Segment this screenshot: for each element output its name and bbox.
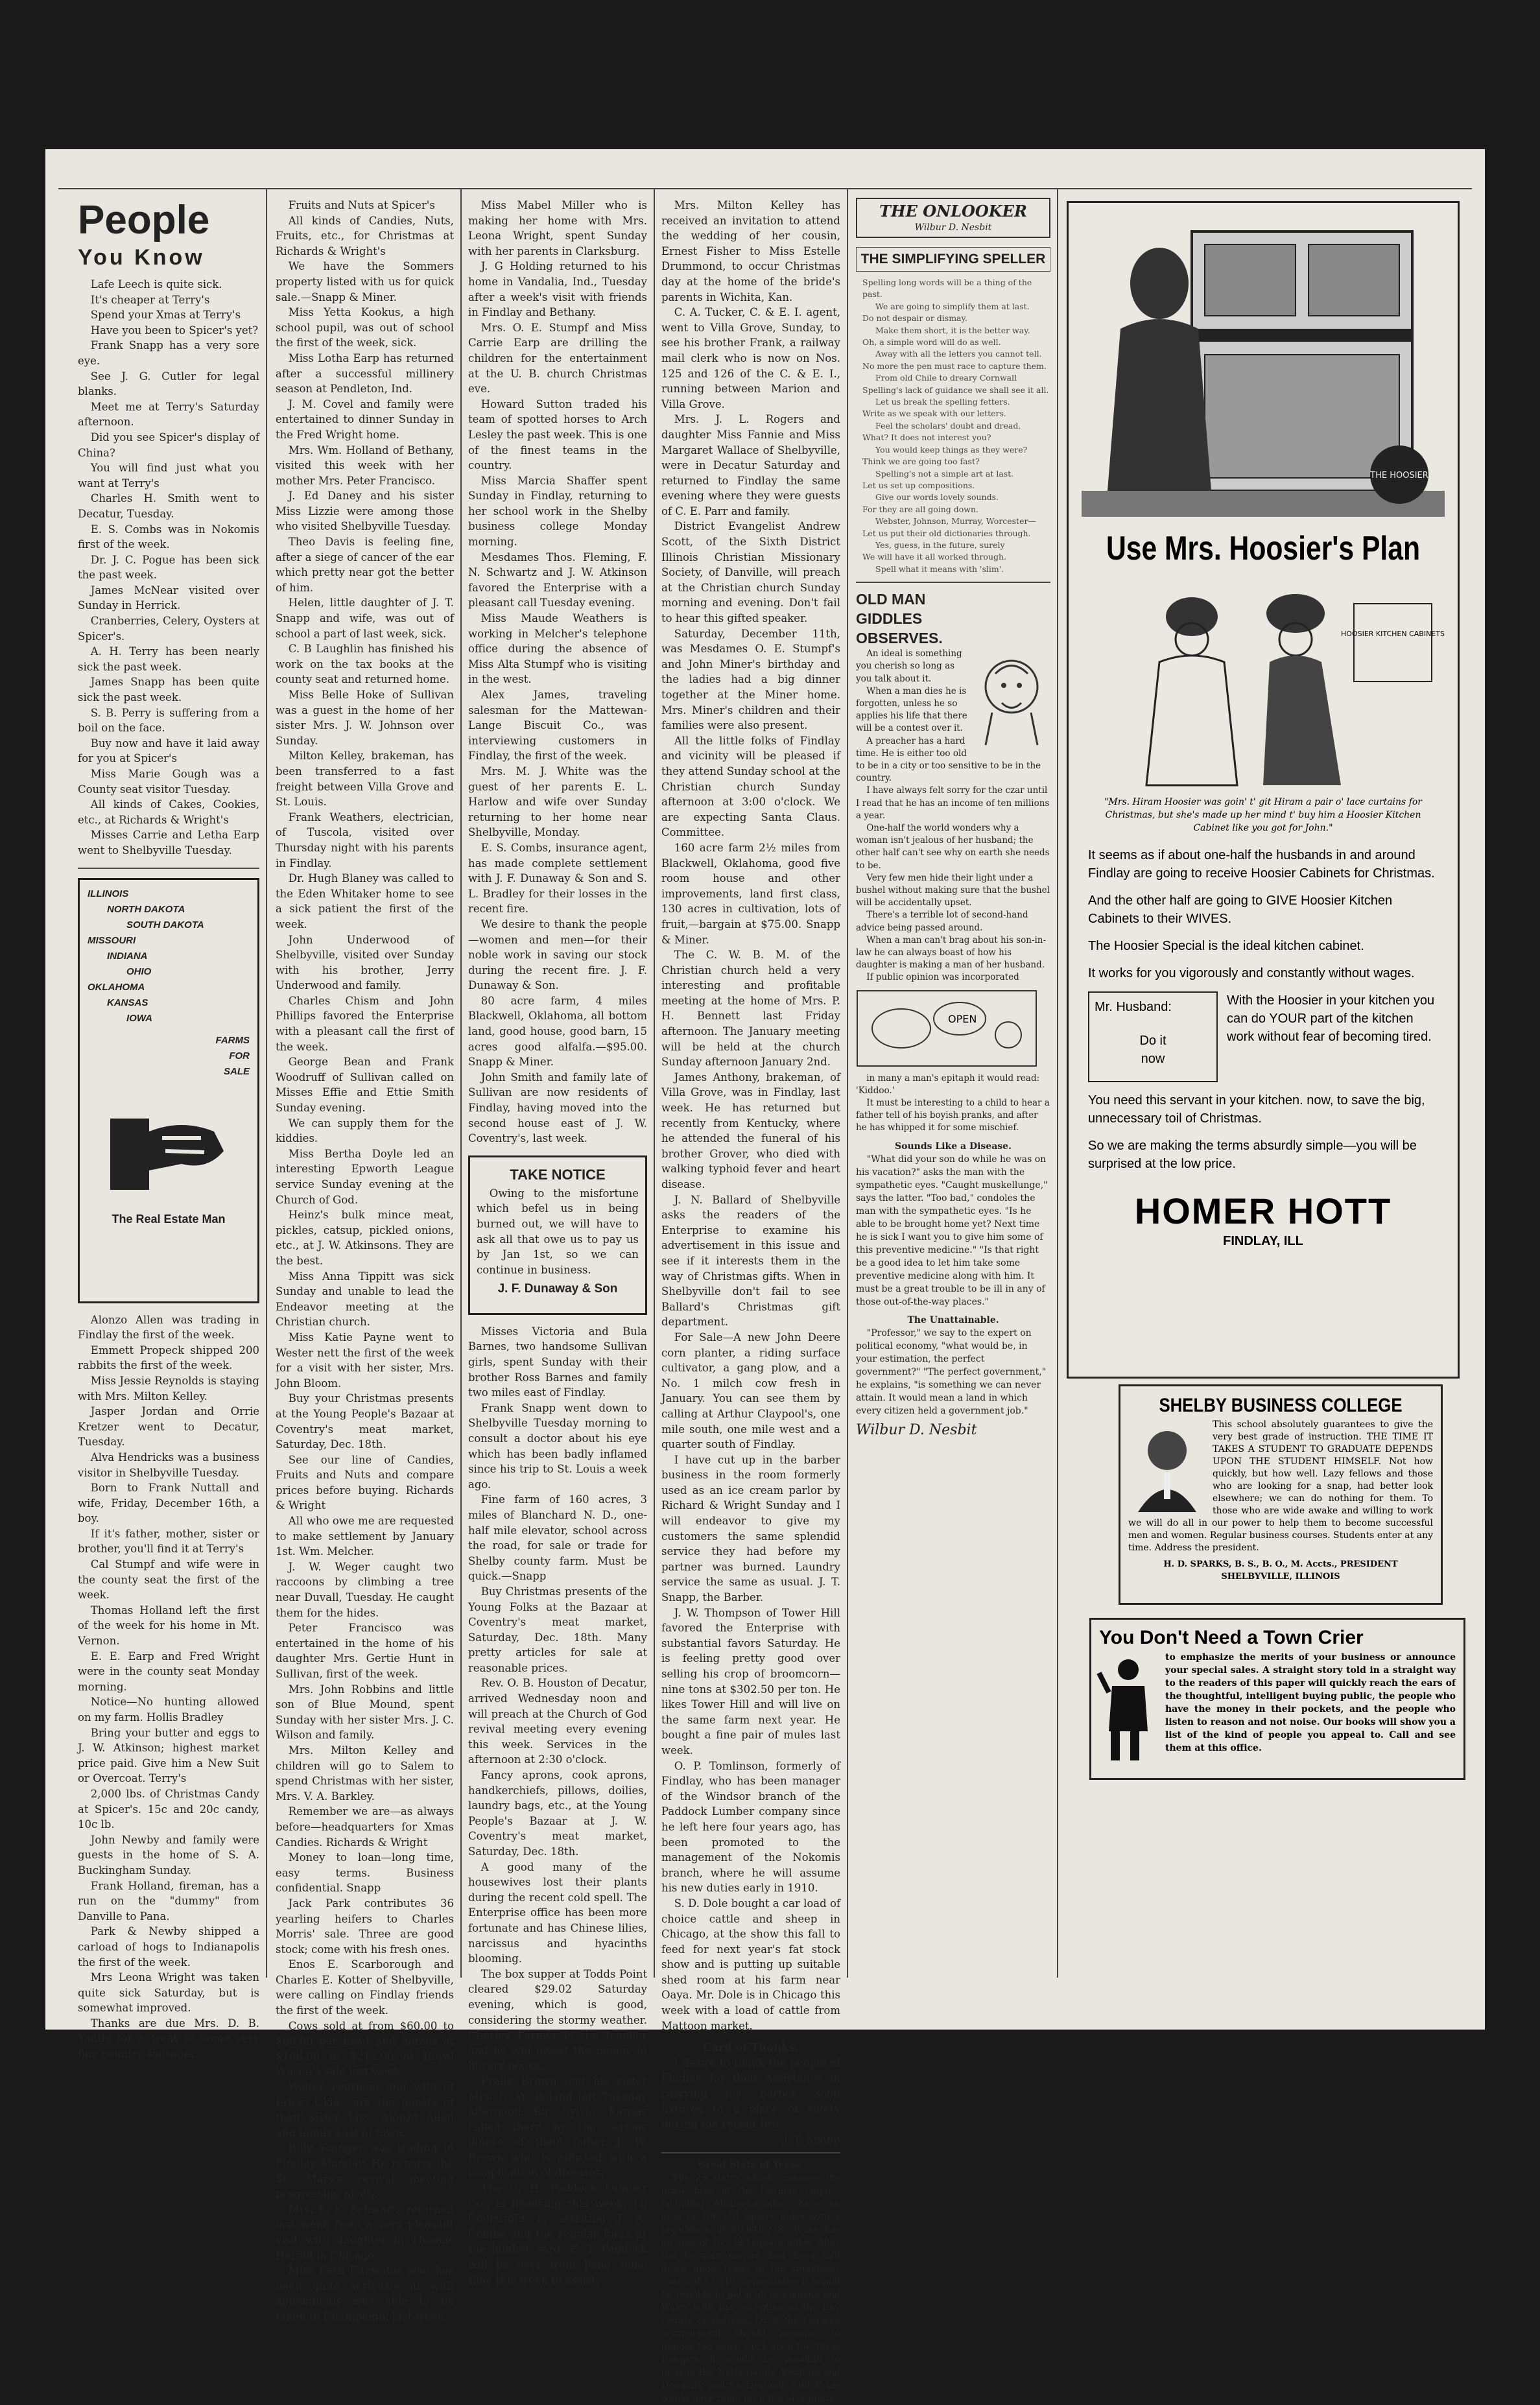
take-notice-box [468,1155,647,1315]
real-estate-ad [78,878,259,1303]
news-item: S. B. Perry is suffering from a boil on the face. [78,706,259,735]
news-item: Jack Park contributes 36 yearling heifers to Charles Morris' sale. Three are good stock; come with his fresh ones. [276,1897,454,1956]
cabinet-sign: HOOSIER KITCHEN CABINETS [1341,630,1445,638]
onlooker-column [856,198,1050,2013]
news-item: Miss Bertha Doyle led an interesting Epworth League service Sunday evening at the Church of God. [276,1147,454,1206]
college-city: SHELBYVILLE, ILLINOIS [1221,1572,1340,1582]
giddles-item: in many a man's epitaph it would read: 'Kiddoo.' [856,1072,1040,1096]
news-item: Mrs. O. E. Stumpf and Miss Carrie Earp are drilling the children for the entertainment at the U. B. church Christmas eve. [468,321,647,396]
news-item: The box supper at Todds Point cleared $29.02 Saturday evening, which is good, considering the stormy weather. Charles Farmer is the teacher and he will invest the money in library books. [468,1967,647,2072]
poem-line: Oh, a simple word will do as well. [862,337,1001,348]
unattainable-title: The Unattainable. [907,1314,999,1325]
news-item: Alonzo Allen was trading in Findlay the first of the week. [78,1313,259,1342]
section-rule [78,868,259,869]
news-item: All the little folks of Findlay and vicinity will be pleased if they attend Sunday school at the Christian church Sunday afternoon at 3:00 o'clock. We are expecting Santa Claus. Committee. [661,734,840,839]
hoosier-logo: THE HOOSIER [1370,471,1428,480]
poem-title: THE SIMPLIFYING SPELLER [856,247,1050,272]
news-item: Charles Chism and John Phillips favored the Enterprise with a pleasant call the first of the week. [276,994,454,1053]
news-item: Lafe Leech is quite sick. [90,278,222,290]
news-item: John Newby and family were guests in the home of S. A. Buckingham Sunday. [78,1833,259,1877]
poem-line: Spelling long words will be a thing of the past. [862,278,1032,300]
column-rule [460,188,462,1978]
hoosier-p5: With the Hoosier in your kitchen you can do YOUR part of the kitchen work without fear of becoming tired. [1227,993,1435,1044]
section-rule [661,2152,840,2153]
news-item: Park & Newby shipped a carload of hogs to Indianapolis the first of the week. [78,1925,259,1969]
news-item: Fine farm of 160 acres, 3 miles of Blanchard N. D., one-half mile elevator, school across the road, for sale or trade for Shelby county farm. Must be quick.—Snapp [468,1493,647,1583]
news-item: Buy Christmas presents of the Young Folks at the Bazaar at Coventry's meat market, Saturday, Dec. 18th. Many pretty articles for sale at reasonable prices. [468,1585,647,1674]
news-item: Spend your Xmas at Terry's [90,309,241,322]
cartoon-icon [856,989,1037,1067]
hoosier-headline: Use Mrs. Hoosier's Plan [1106,530,1421,567]
news-item: Thanks are due Mrs. D. B. Yantis for a treat to some very fine country sausage. [78,2017,259,2061]
news-item: A. H. Terry has been nearly sick the past week. [78,645,259,673]
hoosier-dealer: HOMER HOTT [1134,1191,1392,1231]
card-of-thanks-title: Card of Thanks. [703,2041,799,2054]
column-4-items [661,198,840,2033]
giddles-item: When a man can't brag about his son-in-law he can always boast of how his daughter is making a man of her husband. [856,934,1047,971]
column-1 [78,198,259,2061]
news-item: Mrs. John Robbins and little son of Blue Mound, spent Sunday with her sister Mrs. J. C. Wilson and family. [276,1683,454,1742]
poem-lines [856,277,1050,575]
unattainable-body: "Professor," we say to the expert on political economy, "what would be, in your estimation, the perfect government?" "The perfect government," he explains, "is something we can never attain. It would mean a land in which every citizen held a government job." [856,1327,1047,1416]
crier-body: to emphasize the merits of your business or announce your special sales. A straight story told in a straight way to the readers of this paper will quickly reach the ears of the thoughtful, intelligent buying public, the people who have the money in their pockets, and the people who listen to reason and not noise. Our books will show you a list of the kind of people you appeal to. Call and see them at this office. [1165,1652,1456,1753]
hoosier-p2: And the other half are going to GIVE Hoosier Kitchen Cabinets to their WIVES. [1088,894,1393,926]
take-notice-signature: J. F. Dunaway & Son [497,1282,618,1296]
news-item: Mrs. E. K. Schwartz returned last week from a very pleasant visit with daughter in Thomas Herold in Chicago. [276,2203,454,2262]
news-item: Dr. J. C. Pogue has been sick the past week. [78,553,259,582]
giddles-item: There's a terrible lot of second-hand advice being passed around. [856,910,1028,933]
giddles-tail [856,1072,1050,1135]
news-item: C. A. Tucker, C. & E. I. agent, went to Villa Grove, Sunday, to see his brother Frank, a railway mail clerk who is now on Nos. 125 and 126 of the C. & E. I., running between Marion and Villa Grove. [661,306,840,410]
news-item: Buy your Christmas presents at the Young People's Bazaar at Coventry's meat market, Saturday, Dec. 18th. [276,1392,454,1451]
news-item: Jasper Jordan and Orrie Kretzer went to Decatur, Tuesday. [78,1405,259,1449]
news-item: See J. G. Cutler for legal blanks. [78,370,259,398]
poem-line: Spelling's lack of guidance we shall see it all. [862,385,1049,395]
poem-line: Feel the scholars' doubt and dread. [875,420,1021,431]
husband-box-body: Do it now [1139,1034,1167,1066]
poem-line: Spell what it means with 'slim'. [875,563,1004,574]
poem-line: Let us break the spelling fetters. [875,397,1010,407]
news-item: Frank Snapp has a very sore eye. [78,339,259,367]
news-item: Mrs Leona Wright was taken quite sick Saturday, but is somewhat improved. [78,1971,259,2015]
news-item: O. P. Tomlinson, formerly of Findlay, who has been manager of the Windsor branch of the Paddock Lumber company since he left here four years ago, has been promoted to the management of the Nokomis branch, where he will assume his new duties early in 1910. [661,1759,840,1895]
news-item: District Evangelist Andrew Scott, of the Sixth District Illinois Christian Missionary Society, of Danville, will preach at the Christian church Sunday morning and evening. Don't fail to hear this gifted speaker. [661,520,840,625]
news-item: Fancy aprons, cook aprons, handkerchiefs, pillows, doilies, laundry bags, etc., at the Young People's Bazaar at J. W. Coventry's meat market, Saturday, Dec. 18th. [468,1769,647,1858]
news-item: Bring your butter and eggs to J. W. Atkinson; highest market price paid. Give him a New Suit or Overcoat. Terry's [78,1726,259,1785]
news-item: Mrs. J. L. Rogers and daughter Miss Fannie and Miss Margaret Wallace of Shelbyville, were in Decatur Saturday and returned to Findlay the same evening where they were guests of C. E. Parr and family. [661,413,840,517]
news-item: E. S. Combs was in Nokomis first of the week. [78,523,259,551]
hoosier-p6: You need this servant in your kitchen. now, to save the big, unnecessary toil of Christmas. [1088,1093,1425,1126]
news-item: Frank Holland, fireman, has a run on the "dummy" from Danville to Pana. [78,1879,259,1923]
card-of-thanks-signature: J. T. Snapp [783,2133,840,2146]
news-item: Alex James, traveling salesman for the Mattewan-Lange Biscuit Co., was interviewing customers in Findlay, the first of the week. [468,689,647,763]
news-item: See our line of Candies, Fruits and Nuts and compare prices before buying. Richards & Wright [276,1453,454,1512]
for-label: FOR [229,1050,250,1061]
news-item: Miss Marcia Shaffer spent Sunday in Findlay, returning to her school work in the Shelby business college Monday morning. [468,474,647,549]
state-name: INDIANA [107,950,148,962]
news-item: The O. H. Paddock Lumber Co., is invoicing this week. Lil Courtright is assisting J. A. Combs and the regular force at the lumber yard. E. T. Paddock will be over from Pana some time this week to assist. [468,2182,647,2286]
news-item: Howard Sutton traded his team of spotted horses to Arch Lesley the past week. This is one of the finest teams in the country. [468,397,647,472]
news-item: All kinds of Cakes, Cookies, etc., at Richards & Wright's [78,798,259,826]
giddles-item: It must be interesting to a child to hear a father tell of his boyish pranks, and after he has whipped it for some mischief. [856,1098,1050,1133]
news-item: Fruits and Nuts at Spicer's [288,199,435,211]
town-crier-ad [1089,1618,1465,1780]
news-item: George Bean and Frank Woodruff of Sullivan called on Misses Effie and Ettie Smith Sunday evening. [276,1056,454,1115]
college-title: SHELBY BUSINESS COLLEGE [1159,1395,1403,1416]
news-item: Cows sold at from $60.00 to $68.00 per head and horses at $108.00 to $212.00 at Royal Wilson's sale last week. [276,2019,454,2078]
texas-body: The 25 states which compose the home land of the German empire, including Alsace-Lorraine, have an area of 208,270 square miles with a population of 60,641,278. Texas has an area of 265,780 square miles. After the German empire had been laid down upon Texas in the remainder space of 57,510 square miles it would be feasible to put it all of England and Wales with the exception of the tiny county of Rutland. Or if the German arrangement should promise to impose too much work upon the Texas Rangers it would be possible to include the Netherlands, Belgium and Denmark and Switzerland. Still Texas would have room for a few stragglers [661,2173,840,2404]
hoosier-p3: The Hoosier Special is the ideal kitchen cabinet. [1088,939,1364,953]
news-item: Miss Marie Gough was a County seat visitor Tuesday. [78,768,259,796]
news-item: Alva Hendricks was a business visitor in Shelbyville Tuesday. [78,1451,259,1479]
sale-label: SALE [223,1065,250,1077]
news-item: Born to Frank Nuttall and wife, Friday, December 16th, a boy. [78,1482,259,1525]
hoosier-p1: It seems as if about one-half the husbands in and around Findlay are going to receive Hoosier Cabinets for Christmas. [1088,848,1435,881]
news-item: John Underwood of Shelbyville, visited over Sunday with his brother, Jerry Underwood and family. [276,933,454,992]
giddles-item: When a man dies he is forgotten, unless he so applies his life that there will be a contest over it. [856,685,967,734]
news-item: We can supply them for the kiddies. [276,1117,454,1145]
hoosier-caption: "Mrs. Hiram Hoosier was goin' t' git Hiram a pair o' lace curtains for Christmas, but she's made up her mind t' buy him a Hoosier Kitchen Cabinet like you got for John." [1104,797,1422,833]
state-name: SOUTH DAKOTA [126,919,204,930]
take-notice-body: Owing to the misfortune which befel us in being burned out, we will have to ask all that owe us to pay us by Jan 1st, so we can continue in business. [477,1187,639,1276]
nesbit-signature: Wilbur D. Nesbit [856,1421,977,1438]
college-president: H. D. SPARKS, B. S., B. O., M. Accts., PRESIDENT [1163,1559,1398,1569]
column-3-bottom [468,1324,647,2288]
column-rule [1057,188,1058,1978]
giddles-item: I have always felt sorry for the czar until I read that he has an income of ten millions a year. [856,785,1050,821]
poem-line: Yes, guess, in the future, surely [875,539,1005,550]
news-item: Mrs. Milton Kelley has received an invitation to attend the wedding of her cousin, Ernest Fisher to Miss Estelle Drummond, to occur Christmas day at the home of the bride's parents in Wichita, Kan. [661,199,840,303]
cartoon-caption: OPEN [948,1012,977,1025]
news-item: J. W. Thompson of Tower Hill favored the Enterprise with substantial favors Saturday. He is feeling pretty good over selling his crop of broomcorn—nine tons at $302.50 per ton. He likes Tower Hill and will live on the same farm next year. He bought a fine pair of mules last week. [661,1606,840,1757]
kitchen-cabinet-illustration [1082,212,1445,517]
news-item: Miss Anna Tippitt was sick Sunday and unable to lead the Endeavor meeting at the Christian church. [276,1270,454,1329]
news-item: Peter Francisco was entertained in the home of his daughter Mrs. Gertie Hunt in Sullivan, first of the week. [276,1622,454,1680]
news-item: Heinz's bulk mince meat, pickles, catsup, pickled onions, etc., at J. W. Atkinsons. They are the best. [276,1209,454,1267]
news-item: Miss Lotha Earp has returned after a successful millinery season at Pendleton, Ind. [276,351,454,396]
news-item: We have the Sommers property listed with us for quick sale.—Snapp & Miner. [276,260,454,303]
giddles-item: Very few men hide their light under a bushel without making sure that the bushel will be accidentally upset. [856,872,1050,908]
news-item: Notice—No hunting allowed on my farm. Hollis Bradley [78,1696,259,1724]
poem-line: For they are all going down. [862,504,978,514]
news-item: Cal Stumpf and wife were in the county seat the first of the week. [78,1558,259,1602]
news-item: E. S. Combs, insurance agent, has made complete settlement with J. F. Dunaway & Son and S. L. Bradley for their losses in the recent fire. [468,841,647,916]
news-item: Mrs. Milton Kelley and children will go to Salem to spend Christmas with her sister, Mrs. V. A. Barkley. [276,1744,454,1803]
poem-line: Give our words lovely sounds. [875,492,999,503]
news-item: Charles H. Smith went to Decatur, Tuesday. [78,492,259,520]
column-1-lower [78,1312,259,2062]
news-item: Rev. O. B. Houston of Decatur, arrived Wednesday noon and will preach at the Church of God revival meeting every evening this week. Services in the afternoon at 2:30 o'clock. [468,1677,647,1766]
state-name: NORTH DAKOTA [107,903,185,915]
news-item: If it's father, mother, sister or brother, you'll find it at Terry's [78,1527,259,1556]
crier-title: You Don't Need a Town Crier [1099,1627,1364,1648]
news-item: James Snapp has been quite sick the past week. [78,676,259,704]
news-item: Frank Snapp went down to Shelbyville Tuesday morning to consult a doctor about his eye which has been badly inflamed since his trip to St. Louis a week ago. [468,1401,647,1491]
newspaper-page [45,149,1485,2404]
college-body: This school absolutely guarantees to give the very best grade of instruction. THE TIME IT TAKES A STUDENT TO GRADUATE DEPENDS UPON THE STUDENT HIMSELF. Not how quickly, but how well. Lazy fellows and those who are looking for a snap, had better look elsewhere; we can do nothing for them. To those who are wide awake and willing to work we will do all in our power to help them to become successful men and women. Regular business courses. Students enter at any time. Address the president. [1128,1419,1433,1553]
poem-line: Spelling's not a simple art at last. [875,468,1014,479]
news-item: Miss Yetta Kookus, a high school pupil, was out of school the first of the week, sick. [276,306,454,349]
column-4 [661,198,840,2404]
poem-line: Webster, Johnson, Murray, Worcester— [875,516,1036,527]
state-name: OHIO [126,966,152,977]
news-item: You will find just what you want at Terry's [78,462,259,490]
news-item: Helen, little daughter of J. T. Snapp and wife, was out of school a part of last week, sick. [276,597,454,640]
president-portrait-icon [1128,1421,1206,1512]
poem-line: Do not despair or dismay. [862,313,967,324]
state-name: OKLAHOMA [88,981,145,993]
husband-box [1088,991,1218,1082]
onlooker-byline: Wilbur D. Nesbit [914,222,992,233]
news-item: J. G Holding returned to his home in Vandalia, Ind., Tuesday after a week's visit with friends in Findlay and Bethany. [468,260,647,319]
hoosier-p7: So we are making the terms absurdly simple—you will be surprised at the low price. [1088,1139,1417,1171]
column-rule [654,188,655,1978]
news-item: For Sale—A new John Deere corn planter, a riding surface cultivator, a gang plow, and a No. 1 milch cow fresh in January. You can see them by calling at Arthur Claypool's, one mile south, one mile west and a quarter south of Findlay. [661,1331,840,1451]
news-item: Meet me at Terry's Saturday afternoon. [78,400,259,429]
farms-label: FARMS [215,1034,250,1046]
news-item: Mrs. Wm. Holland of Bethany, visited this week with her mother Mrs. Peter Francisco. [276,444,454,487]
news-item: S. D. Dole bought a car load of choice cattle and sheep in Chicago, at the show this fall to feed for next year's fat stock show and is putting up suitable shed room at his farm near Oaya. Mr. Dole is in Chicago this week with a load of cattle from Mattoon market. [661,1897,840,2032]
poem-line: Away with all the letters you cannot tell. [875,349,1042,359]
poem-line: Think we are going too fast? [862,456,980,467]
news-item: Billy Younger was trading in Findlay Monday. He reports the St. Mary's revival meeting progressing nicely. [276,2142,454,2201]
news-item: Emmett Propeck shipped 200 rabbits the first of the week. [78,1344,259,1372]
poem-line: You would keep things as they were? [875,444,1028,455]
news-item: Dr. Hugh Blaney was called to the Eden Whitaker home to see a sick patient the first of the week. [276,872,454,930]
news-item: 80 acre farm, 4 miles Blackwell, Oklahoma, all bottom land, good house, good barn, 15 acres good alfalfa.—$95.00. Snapp & Miner. [468,994,647,1069]
news-item: Cranberries, Celery, Oysters at Spicer's. [78,615,259,643]
two-women-illustration [1082,578,1445,792]
news-item: John Smith and family late of Sullivan are now residents of Findlay, having moved into the second house east of J. W. Coventry's, last week. [468,1071,647,1145]
news-item: Remember we are—as always before—headquarters for Xmas Candies. Richards & Wright [276,1805,454,1849]
news-item: I have cut up in the barber business in the room formerly used as an ice cream parlor by Richard & Wright Sunday and I will endeavor to give my customers the same splendid service they had before my partner was burned. Laundry service the same as usual. J. T. Snapp, the Barber. [661,1453,840,1604]
poem-line: What? It does not interest you? [862,432,991,443]
state-name: ILLINOIS [88,888,129,899]
card-of-thanks-body: I desire to thank the people of Findlay for their assistance in carrying my barber shop fixtures to a place of safety during the recent fire. [661,2056,840,2131]
column-2-items [276,198,454,2325]
news-item: Did you see Spicer's display of China? [78,431,259,459]
disease-body: "What did your son do while he was on his vacation?" asks the man with the sympathetic eyes. "Caught muskellunge," says the latter. "Too bad," condoles the man with the sympathetic eyes. "Is he able to be brought home yet? Next time he is sick I want you to give him some of this preventive medicine." "Is that right be a good idea to let him take some preventive medicine along with him. It must be a great trouble to be ill in any of those out-of-the-way places." [856,1154,1048,1307]
giddles-title: OLD MAN GIDDLES OBSERVES. [856,591,943,647]
giddles-item: If public opinion was incorporated [866,972,1019,983]
news-item: It's cheaper at Terry's [90,293,210,306]
news-item: We desire to thank the people—women and men—for their noble work in saving our stock during the recent fire. J. F. Dunaway & Son. [468,918,647,992]
news-item: Misses Victoria and Bula Barnes, two handsome Sullivan girls, spent Sunday with their brother Ross Barnes and family two miles east of Findlay. [468,1325,647,1399]
poem-line: From old Chile to dreary Cornwall [875,373,1017,383]
news-item: Thomas Holland left the first of the week for his home in Mt. Vernon. [78,1604,259,1648]
news-item: Miss Mabel Miller who is making her home with Mrs. Leona Wright, spent Sunday with her parents in Clarksburg. [468,199,647,257]
hoosier-p4: It works for you vigorously and constantly without wages. [1088,966,1415,980]
handshake-icon [104,1093,233,1203]
onlooker-header [856,198,1050,238]
news-item: J. W. Weger caught two raccoons by climbing a tree near Duvall, Tuesday. He caught them for the hides. [276,1560,454,1619]
news-item: Mrs. M. J. White was the guest of her parents E. L. Harlow and wife over Sunday returning to her home near Shelbyville, Monday. [468,764,647,839]
news-item: 160 acre farm 2½ miles from Blackwell, Oklahoma, good five room house and other improvements, land first class, 130 acres in cultivation, lots of fruit,—bargain at $75.00. Snapp & Miner. [661,841,840,946]
news-item: Frank Weathers, electrician, of Tuscola, visited over Thursday night with his parents in Findlay. [276,811,454,870]
news-item: Theo Davis is feeling fine, after a siege of cancer of the ear which pretty near got the better of him. [276,536,454,594]
news-item: Milton Kelley, brakeman, has been transferred to a fast freight between Villa Grove and St. Louis. [276,750,454,809]
news-item: Miss Fern Fitzwater who has been quite seriously ill with appendicitis was able to be taken to Champaign, last week. [276,2264,454,2323]
news-item: Frank Brown and his sister Mrs. G. W. Boland left Tuesday afternoon for Sylvia Kansas called there by the serious illness of their father J. W. Brown who is afflicted with a complication of diseases. [468,2074,647,2179]
real-estate-states [88,886,250,1026]
old-man-portrait-icon [973,648,1050,745]
take-notice-title: TAKE NOTICE [510,1166,606,1183]
poem-line: No more the pen must race to capture them. [862,361,1047,371]
news-item: Miss Katie Payne went to Wester nett the first of the week for a visit with her sister, Mrs. John Bloom. [276,1331,454,1390]
news-item: James Anthony, brakeman, of Villa Grove, was in Findlay, last week. He has returned but recently from Kentucky, where he attended the funeral of his brother Grover, who died with walking typhoid fever and heart disease. [661,1071,840,1191]
news-item: 2,000 lbs. of Christmas Candy at Spicer's. 15c and 20c candy, 10c lb. [78,1787,259,1831]
poem-line: We are going to simplify them at last. [875,301,1030,311]
texas-title: Great State of Texas. [698,2160,804,2171]
real-estate-caption: The Real Estate Man [112,1212,226,1226]
giddles-item: An ideal is something you cherish so long as you talk about it. [856,648,962,684]
news-item: Walter Fearman and wife of Erick, Okla., are the guests of their sister Mrs. Alonzo Allen and family east of town. [276,2081,454,2139]
poem-line: Let us set up compositions. [862,480,975,490]
column-2 [276,198,454,2323]
giddles-item: One-half the world wonders why a woman isn't jealous of her husband; the other half can't see why on earth she needs to be. [856,823,1050,871]
news-item: Buy now and have it laid away for you at Spicer's [78,737,259,765]
state-name: MISSOURI [88,934,136,946]
news-item: Miss Maude Weathers is working in Melcher's telephone office during the absence of Miss Alta Stumpf who is visiting in the west. [468,612,647,686]
hoosier-town: FINDLAY, ILL [1223,1234,1303,1248]
news-item: The C. W. B. M. of the Christian church held a very interesting and profitable meeting at the home of Mrs. P. H. Bennett last Friday afternoon. The January meeting will be held at the church Sunday afternoon January 2nd. [661,949,840,1069]
state-name: KANSAS [107,997,148,1008]
column-rule [847,188,848,1978]
onlooker-title: THE ONLOOKER [879,202,1027,220]
people-items [78,277,259,859]
top-rule [58,188,1472,189]
news-item: A good many of the housewives lost their plants during the recent cold spell. The Enterprise office has been more fortunate and has Chinese lilies, narcissus and hyacinths blooming. [468,1860,647,1965]
town-crier-icon [1099,1653,1157,1764]
column-3-top [468,198,647,1146]
news-item: E. E. Earp and Fred Wright were in the county seat Monday morning. [78,1650,259,1693]
news-item: Enos E. Scarborough and Charles E. Kotter of Shelbyville, were calling on Findlay friends the first of the week. [276,1958,454,2017]
people-title: People [78,198,210,243]
news-item: C. B Laughlin has finished his work on the tax books at the county seat and returned home. [276,643,454,686]
news-item: James McNear visited over Sunday in Herrick. [78,584,259,612]
column-rule [266,188,267,1978]
business-college-ad [1119,1384,1443,1605]
people-subtitle: You Know [78,245,205,270]
poem-line: Write as we speak with our letters. [862,409,1006,419]
news-item: Miss Jessie Reynolds is staying with Mrs. Milton Kelley. [78,1374,259,1403]
poem-line: Make them short, it is the better way. [875,325,1030,335]
news-item: All kinds of Candies, Nuts, Fruits, etc., for Christmas at Richards & Wright's [276,214,454,257]
hoosier-ad [1067,201,1460,1379]
news-item: J. M. Covel and family were entertained to dinner Sunday in the Fred Wright home. [276,397,454,441]
disease-title: Sounds Like a Disease. [895,1141,1012,1152]
state-name: IOWA [126,1012,152,1024]
news-item: J. N. Ballard of Shelbyville asks the readers of the Enterprise to examine his advertisement in this issue and see if it interests them in the way of Christmas gifts. When in Shelbyville don't fail to see Ballard's Christmas gift department. [661,1193,840,1329]
news-item: J. Ed Daney and his sister Miss Lizzie were among those who visited Shelbyville Tuesday. [276,490,454,533]
news-item: All who owe me are requested to make settlement by January 1st. Wm. Melcher. [276,1515,454,1558]
column-3 [468,198,647,2286]
news-item: Have you been to Spicer's yet? [90,324,259,337]
poem-line: Let us put their old dictionaries through. [862,528,1031,538]
news-item: Mesdames Thos. Fleming, F. N. Schwartz and J. W. Atkinson favored the Enterprise with a pleasant call Tuesday evening. [468,551,647,610]
news-item: Miss Belle Hoke of Sullivan was a guest in the home of her sister Mrs. J. W. Johnson over Sunday. [276,689,454,747]
giddles-item: A preacher has a hard time. He is either too old to be in a city or too sensitive to be in the country. [856,735,1041,784]
news-item: Money to loan—long time, easy terms. Business confidential. Snapp [276,1851,454,1895]
news-item: Saturday, December 11th, was Mesdames O. E. Stumpf's and John Miner's birthday and the ladies had a big dinner together at the Miner home. Mrs. Miner's children and their families were also present. [661,627,840,732]
news-item: Misses Carrie and Letha Earp went to Shelbyville Tuesday. [78,829,259,857]
section-rule [856,582,1050,583]
poem-line: We will have it all worked through. [862,552,1007,562]
husband-box-title: Mr. Husband: [1095,1000,1172,1014]
